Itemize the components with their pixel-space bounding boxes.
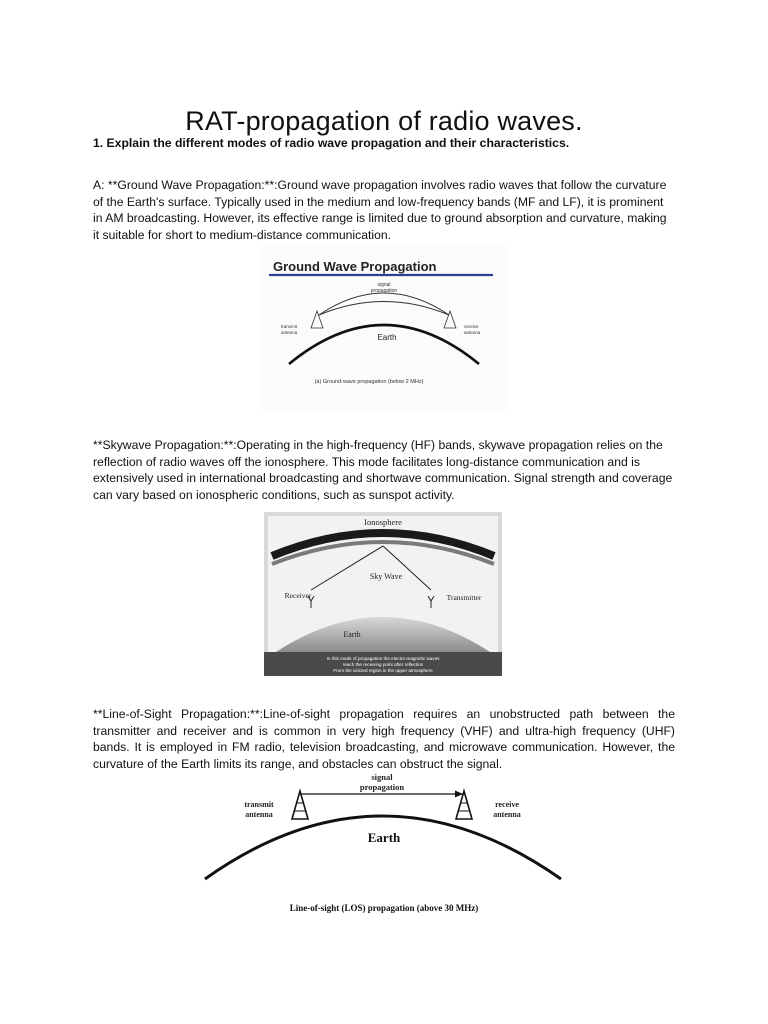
caption-line-2: reach the receiving point after reflection (342, 662, 424, 667)
propagation-label: propagation (359, 782, 405, 792)
receive-label: receive (495, 800, 519, 809)
sky-wave-figure (264, 512, 502, 676)
page-title: RAT-propagation of radio waves. (185, 106, 583, 137)
sky-wave-label: Sky Wave (369, 572, 403, 581)
antenna-label-left: antenna (245, 810, 273, 819)
transmitter-label: Transmitter (446, 593, 482, 602)
sky-wave-diagram (264, 512, 502, 676)
earth-curve (289, 325, 479, 364)
paragraph-sky-wave: **Skywave Propagation:**:Operating in the high-frequency (HF) bands, skywave propagation relies on the reflection of radio waves off the ionosphere. This mode facilitates long-distance communication and is extensively used in international broadcasting and shortwave communication. Signal strength and coverage can vary based on ionospheric conditions, such as sunspot activity. (93, 438, 673, 502)
antenna-label-right: antenna (493, 810, 521, 819)
caption-line-3: From the ionized region in the upper atmosphere (333, 668, 433, 673)
transmit-label: transmit (281, 324, 298, 329)
earth-curve (205, 816, 561, 879)
transmit-label: transmit (244, 800, 274, 809)
ground-wave-heading: Ground Wave Propagation (273, 259, 437, 274)
antenna-label-right: antenna (464, 330, 481, 335)
ground-wave-diagram (259, 246, 509, 410)
earth-label: Earth (377, 333, 397, 342)
propagation-label: propagation (370, 288, 398, 294)
paragraph-ground-wave: A: **Ground Wave Propagation:**:Ground wave propagation involves radio waves that follow the curvature of the Earth's surface. Typically used in the medium and low-frequency bands (MF and LF), it is prominent in AM broadcasting. However, its effective range is limited due to ground absorption and curvature, making it suitable for short to medium-distance communication. (93, 178, 667, 242)
ionosphere-label: Ionosphere (364, 517, 402, 527)
antenna-label-left: antenna (281, 330, 298, 335)
transmit-antenna-icon (292, 791, 308, 819)
caption-line-1: In this mode of propagation the electro-magnetic waves (326, 656, 440, 661)
los-caption: Line-of-sight (LOS) propagation (above 30 MHz) (289, 903, 479, 913)
earth-label: Earth (343, 630, 361, 639)
ground-wave-caption: (a) Ground-wave propagation (below 2 MHz) (314, 379, 424, 385)
line-of-sight-diagram (201, 771, 567, 919)
line-of-sight-figure (201, 771, 567, 919)
signal-label: signal (377, 282, 391, 288)
signal-path-outer (319, 293, 449, 315)
receiver-label: Receiver (284, 591, 312, 600)
ground-wave-figure (259, 246, 509, 410)
signal-label: signal (371, 772, 393, 782)
paragraph-line-of-sight: **Line-of-Sight Propagation:**:Line-of-sight propagation requires an unobstructed path between the transmitter and receiver and is common in very high frequency (VHF) and ultra-high frequency (UHF) bands. It is employed in FM radio, television broadcasting, and microwave communication. However, the curvature of the Earth limits its range, and obstacles can obstruct the signal. (93, 707, 675, 771)
receive-label: receive (464, 324, 479, 329)
question-heading: 1. Explain the different modes of radio wave propagation and their characteristics. (93, 136, 570, 150)
earth-label: Earth (367, 830, 401, 845)
